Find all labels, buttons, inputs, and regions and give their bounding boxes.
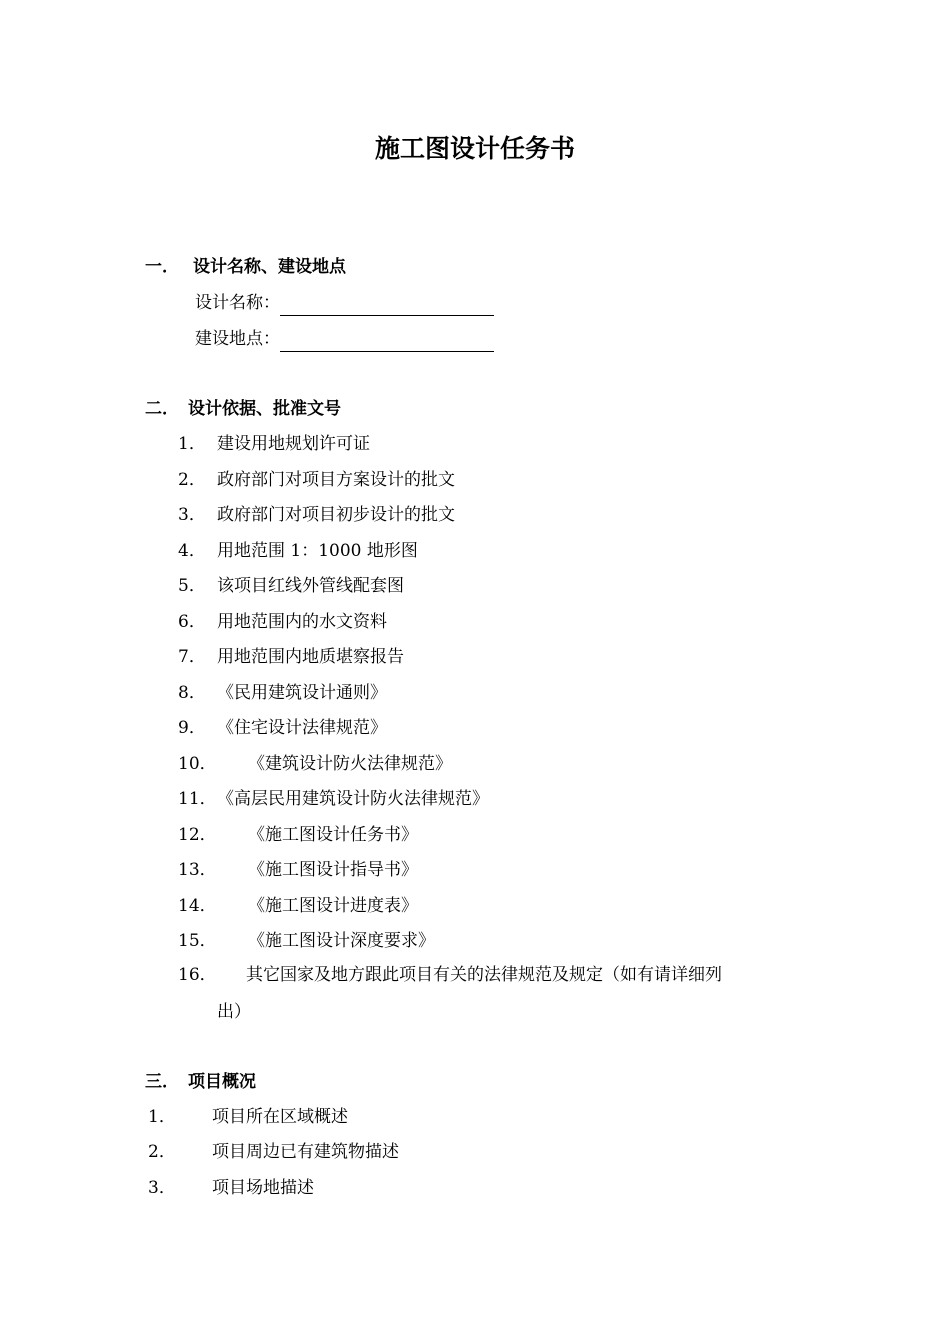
field-build-location-label: 建设地点： (195, 329, 280, 349)
document-title: 施工图设计任务书 (374, 134, 575, 163)
list-item-continuation: 出） (217, 1002, 251, 1022)
field-build-location (195, 326, 494, 352)
list-item-number: 11． (178, 789, 217, 809)
list-item-number: 7． (178, 647, 206, 667)
list-item-number: 8． (178, 683, 206, 703)
list-item: 该项目红线外管线配套图 (217, 576, 404, 596)
list-item: 政府部门对项目初步设计的批文 (217, 505, 455, 525)
list-item: 《建筑设计防火法律规范》 (248, 754, 452, 774)
list-item: 其它国家及地方跟此项目有关的法律规范及规定（如有请详细列 (246, 965, 722, 985)
list-item: 建设用地规划许可证 (217, 434, 370, 454)
list-item: 《施工图设计进度表》 (248, 896, 418, 916)
list-item: 《住宅设计法律规范》 (217, 718, 387, 738)
list-item-number: 2． (178, 470, 206, 490)
section3-heading: 项目概况 (188, 1072, 256, 1092)
field-design-name (195, 290, 494, 316)
list-item: 用地范围 1：1000 地形图 (217, 541, 418, 561)
section2-heading: 设计依据、批准文号 (188, 399, 341, 419)
list-item-number: 3． (148, 1178, 176, 1198)
list-item-number: 14． (178, 896, 217, 916)
list-item-number: 3． (178, 505, 206, 525)
list-item-number: 10． (178, 754, 217, 774)
list-item-number: 13． (178, 860, 217, 880)
list-item: 项目所在区域概述 (212, 1107, 348, 1127)
list-item-number: 5． (178, 576, 206, 596)
list-item: 《民用建筑设计通则》 (217, 683, 387, 703)
list-item-number: 4． (178, 541, 206, 561)
list-item: 《施工图设计指导书》 (248, 860, 418, 880)
list-item: 项目周边已有建筑物描述 (212, 1142, 399, 1162)
section2-number: 二． (145, 399, 179, 419)
list-item: 《施工图设计深度要求》 (248, 931, 435, 951)
list-item-number: 9． (178, 718, 206, 738)
list-item: 《高层民用建筑设计防火法律规范》 (217, 789, 489, 809)
design-name-blank[interactable] (280, 295, 494, 316)
build-location-blank[interactable] (280, 331, 494, 352)
list-item-number: 12． (178, 825, 217, 845)
section3-number: 三． (145, 1072, 179, 1092)
list-item: 政府部门对项目方案设计的批文 (217, 470, 455, 490)
field-design-name-label: 设计名称： (195, 293, 280, 313)
list-item-number: 15． (178, 931, 217, 951)
list-item: 用地范围内的水文资料 (217, 612, 387, 632)
list-item-number: 1． (178, 434, 206, 454)
list-item: 《施工图设计任务书》 (248, 825, 418, 845)
list-item: 项目场地描述 (212, 1178, 314, 1198)
list-item-number: 1． (148, 1107, 176, 1127)
list-item: 用地范围内地质堪察报告 (217, 647, 404, 667)
list-item-number: 6． (178, 612, 206, 632)
list-item-number: 2． (148, 1142, 176, 1162)
list-item-number: 16． (178, 965, 217, 985)
section1-number: 一． (145, 257, 179, 277)
section1-heading: 设计名称、建设地点 (193, 257, 346, 277)
